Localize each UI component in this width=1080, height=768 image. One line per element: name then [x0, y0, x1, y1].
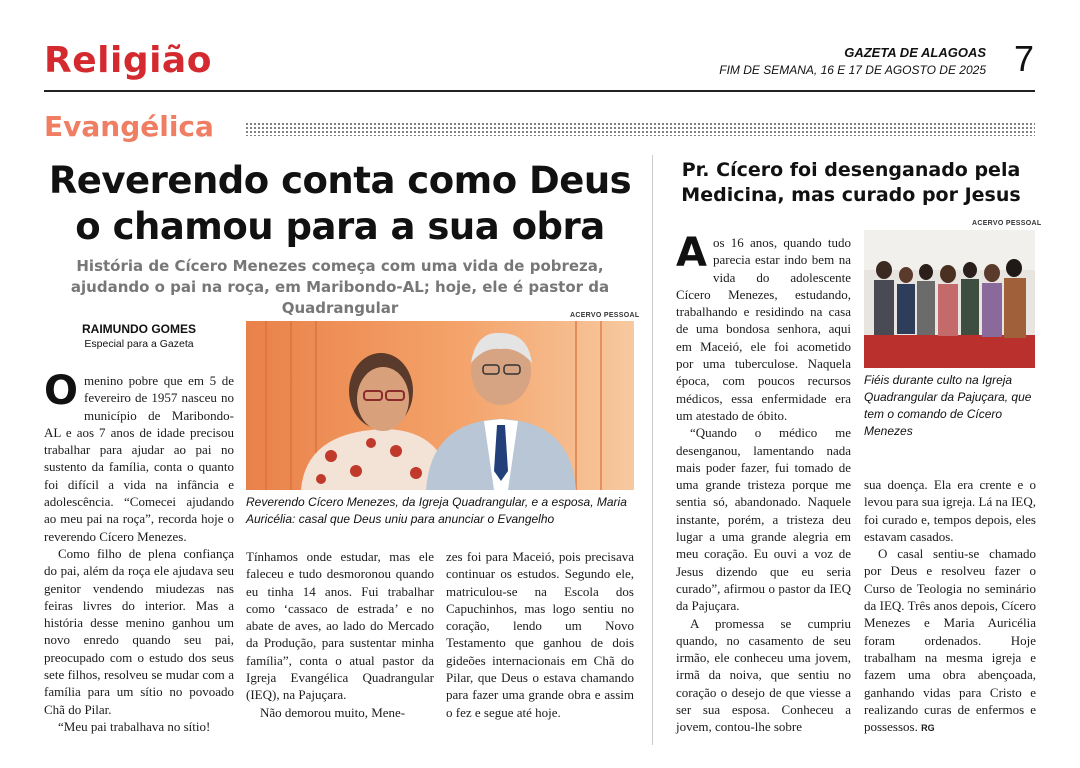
author-signature: RG — [921, 723, 935, 734]
paragraph: “Quando o médico me desenganou, lamentando nada mais poder fazer, fui tomado de uma grande tristeza porque me sentia só, abandonado. Naquele instante, porém, a tristeza deu lugar a uma grande alegria em meu coração. Eu ouvi a voz de Jesus dizendo que eu seria curado”, afirmou o pastor da IEQ da Pajuçara. — [676, 425, 851, 614]
newspaper-name: GAZETA DE ALAGOAS — [844, 45, 986, 60]
side-column-2 — [864, 476, 1036, 737]
side-column-1 — [676, 230, 851, 736]
paragraph: Como filho de plena confiança do pai, além da roça ele ajudava seu genitor vendendo miudezas nas feiras livres do interior. Mas a história desse menino ganhou um novo enredo quando seu pai, preocupado com o estudo dos seus sete filhos, resolveu se mudar com a família para um sítio no povoado Chã do Pilar. — [44, 545, 234, 717]
author-name: RAIMUNDO GOMES — [82, 322, 196, 336]
couple-photo — [246, 321, 634, 490]
side-headline: Pr. Cícero foi desenganado pela Medicina, mas curado por Jesus — [681, 159, 1021, 206]
page-number: 7 — [1014, 38, 1035, 79]
author-role: Especial para a Gazeta — [84, 338, 194, 350]
paragraph: Tínhamos onde estudar, mas ele faleceu e tudo desmoronou quando eu tinha 14 anos. Fui trabalhar como ‘cassaco de estrada’ e no abate de aves, ao lado do Mercado da Produção, para sustentar minha família”, conta o atual pastor da Igreja Evangélica Quadrangular (IEQ), na Pajuçara. — [246, 549, 434, 703]
dropcap: O — [44, 368, 79, 414]
column-divider — [652, 155, 653, 745]
paragraph: zes foi para Maceió, pois precisava continuar os estudos. Segundo ele, matriculou-se na Escola dos Capuchinhos, mas logo sentiu no coração, lendo um Novo Testamento que ganhou de dois gideões internacionais em Chã do Pilar, que Deus o estava chamando para fazer uma grande obra e assim o fez e segue até hoje. — [446, 549, 634, 720]
main-headline: Reverendo conta como Deus o chamou para a sua obra — [48, 159, 632, 248]
congregation-photo — [864, 230, 1035, 368]
dropcap: A — [676, 230, 707, 276]
side-photo-credit: ACERVO PESSOAL — [972, 220, 1042, 227]
side-photo-caption: Fiéis durante culto na Igreja Quadrangular da Pajuçara, que tem o comando de Cícero Menezes — [864, 373, 1032, 438]
paragraph: “Meu pai trabalhava no sítio! — [58, 718, 211, 734]
paragraph: sua doença. Ela era crente e o levou para sua igreja. Lá na IEQ, foi curado e, tempos depois, eles estavam casados. — [864, 477, 1036, 544]
paragraph: Não demorou muito, Mene- — [260, 704, 406, 720]
paragraph: Aos 16 anos, quando tudo parecia estar indo bem na vida do adolescente Cícero Menezes, estudando, trabalhando e residindo na casa de uma bondosa senhora, aqui em Maceió, ele foi acometido por uma tuberculose. Naquela época, com poucos recursos médicos, essa enfermidade era um atestado de óbito. — [676, 230, 851, 423]
paragraph: A promessa se cumpriu quando, no casamento de seu irmão, ele conheceu uma jovem, irmã da noiva, que sentiu no coração o desejo de que viesse a ser sua esposa. Conheceu a jovem, contou-lhe sobre — [676, 615, 851, 735]
section-title: Religião — [44, 40, 212, 81]
main-column-3 — [446, 548, 634, 721]
header-rule — [44, 90, 1035, 92]
main-column-2 — [246, 548, 434, 721]
main-photo-caption: Reverendo Cícero Menezes, da Igreja Quadrangular, e a esposa, Maria Auricélia: casal que Deus uniu para anunciar o Evangelho — [246, 495, 627, 526]
byline — [44, 322, 234, 350]
main-dek: História de Cícero Menezes começa com uma vida de pobreza, ajudando o pai na roça, em Maribondo-AL; hoje, ele é pastor da Quadrangular — [70, 257, 610, 317]
subsection-title: Evangélica — [44, 110, 214, 143]
paragraph: Omenino pobre que em 5 de fevereiro de 1957 nasceu no município de Maribondo-AL e aos 7 anos de idade precisou trabalhar para ajudar ao pai no sustento da família, conta o quanto foi difícil a vida na infância e adolescência. “Comecei ajudando ao meu pai na roça”, recorda hoje o reverendo Cícero Menezes. — [44, 368, 234, 544]
main-photo-credit: ACERVO PESSOAL — [570, 312, 640, 319]
main-column-1 — [44, 368, 234, 735]
paragraph: O casal sentiu-se chamado por Deus e resolveu fazer o Curso de Teologia no seminário da IEQ. Três anos depois, Cícero Menezes e Maria Auricélia foram ordenados. Hoje trabalham na mesma igreja e fazem uma obra abençoada, ganhando vidas para Cristo e realizando curas de enfermos e possessos. RG — [864, 546, 1036, 735]
edition-date: FIM DE SEMANA, 16 E 17 DE AGOSTO DE 2025 — [719, 63, 986, 77]
dotted-rule — [245, 122, 1035, 136]
